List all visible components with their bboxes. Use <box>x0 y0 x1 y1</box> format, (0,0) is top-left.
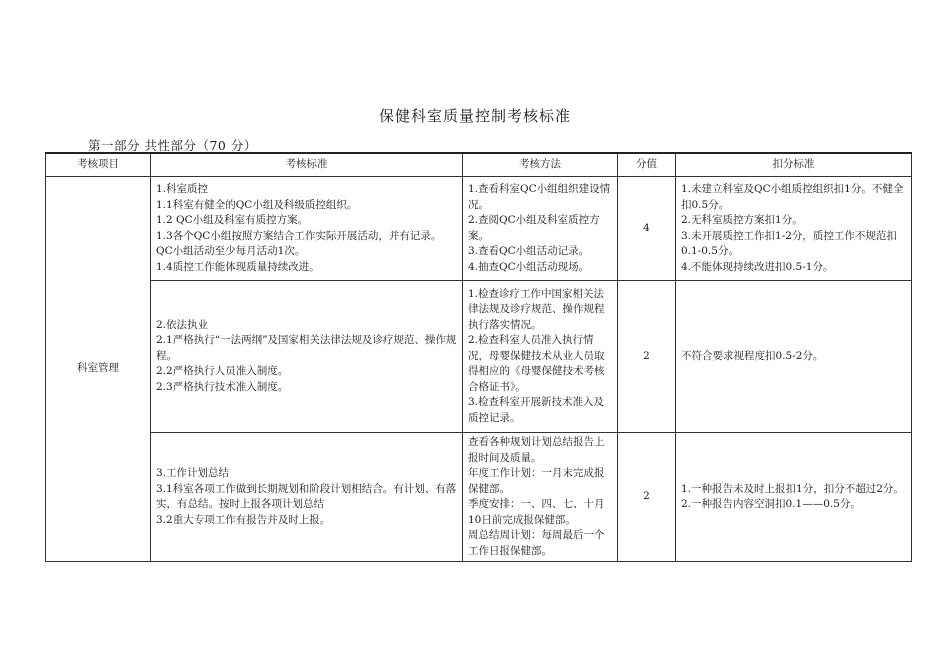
deduction-line: 1.一种报告未及时上报扣1分，扣分不超过2分。 <box>681 482 904 495</box>
method-cell <box>463 281 618 433</box>
header-item: 考核项目 <box>46 153 151 177</box>
deduction-line: 3.未开展质控工作扣1-2分，质控工作不规范扣0.1-0.5分。 <box>681 229 897 257</box>
method-cell <box>463 177 618 281</box>
header-standard: 考核标准 <box>151 153 463 177</box>
standard-line: 1.2 QC小组及科室有质控方案。 <box>156 214 309 226</box>
method-line: 查看各种规划计划总结报告上报时间及质量。 <box>468 436 605 464</box>
method-line: 年度工作计划：一月末完成报保健部。 <box>468 467 605 495</box>
assessment-table <box>45 152 912 562</box>
method-line: 1.检查诊疗工作中国家相关法律法规及诊疗规范、操作规程执行落实情况。 <box>468 287 605 331</box>
method-line: 1.查看科室QC小组组织建设情况。 <box>468 183 611 211</box>
standard-cell <box>151 177 463 281</box>
standard-line: 2.3严格执行技术准入制度。 <box>156 380 289 393</box>
method-line: 季度安排：一、四、七、十月10日前完成报保健部。 <box>468 498 605 526</box>
deduction-line: 2.无科室质控方案扣1分。 <box>681 214 803 226</box>
standard-line: 1.1科室有健全的QC小组及科级质控组织。 <box>156 198 358 211</box>
table-row <box>46 281 912 433</box>
deduction-line: 不符合要求视程度扣0.5-2分。 <box>681 349 824 362</box>
standard-line: 1.4质控工作能体现质量持续改进。 <box>156 260 320 273</box>
header-deduction: 扣分标准 <box>676 153 912 177</box>
method-line: 3.检查科室开展新技术准入及质控记录。 <box>468 396 605 424</box>
standard-line: 3.1科室各项工作做到长期规划和阶段计划相结合。有计划、有落实，有总结。按时上报各项计划总结 <box>156 482 457 510</box>
score-cell: 2 <box>618 281 676 433</box>
standard-line: 2.依法执业 <box>156 318 209 331</box>
method-line: 4.抽查QC小组活动现场。 <box>468 260 590 273</box>
standard-line: 3.工作计划总结 <box>156 467 230 479</box>
standard-line: 2.1严格执行“一法两纲”及国家相关法律法规及诊疗规范、操作规程。 <box>156 334 457 362</box>
method-line: 2.检查科室人员准入执行情况，母婴保健技术从业人员取得相应的《母婴保健技术考核合格证书》。 <box>468 334 605 393</box>
table-row <box>46 433 912 562</box>
deduction-line: 1.未建立科室及QC小组质控组织扣1分。不健全扣0.5分。 <box>681 183 904 211</box>
standard-line: 1.科室质控 <box>156 183 209 195</box>
deduction-cell <box>676 177 912 281</box>
document-title: 保健科室质量控制考核标准 <box>378 107 571 125</box>
group-label: 科室管理 <box>46 177 151 562</box>
deduction-line: 4.不能体现持续改进扣0.5-1分。 <box>681 260 834 273</box>
deduction-line: 2.一种报告内容空洞扣0.1——0.5分。 <box>681 498 861 510</box>
header-method: 考核方法 <box>463 153 618 177</box>
header-score: 分值 <box>618 153 676 177</box>
score-cell: 4 <box>618 177 676 281</box>
method-line: 2.查阅QC小组及科室质控方案。 <box>468 214 600 242</box>
standard-line: 2.2严格执行人员准入制度。 <box>156 365 289 378</box>
score-cell: 2 <box>618 433 676 562</box>
standard-cell <box>151 433 463 562</box>
deduction-cell <box>676 433 912 562</box>
standard-line: 1.3各个QC小组按照方案结合工作实际开展活动，并有记录。QC小组活动至少每月活动1次。 <box>156 229 442 257</box>
section-title: 第一部分 共性部分（70 分） <box>88 138 257 153</box>
method-line: 周总结周计划：每周最后一个工作日报保健部。 <box>468 529 605 557</box>
standard-cell <box>151 281 463 433</box>
method-line: 3.查看QC小组活动记录。 <box>468 245 590 257</box>
method-cell <box>463 433 618 562</box>
deduction-cell <box>676 281 912 433</box>
standard-line: 3.2重大专项工作有报告并及时上报。 <box>156 513 331 526</box>
table-row <box>46 177 912 281</box>
header-row <box>46 153 912 177</box>
